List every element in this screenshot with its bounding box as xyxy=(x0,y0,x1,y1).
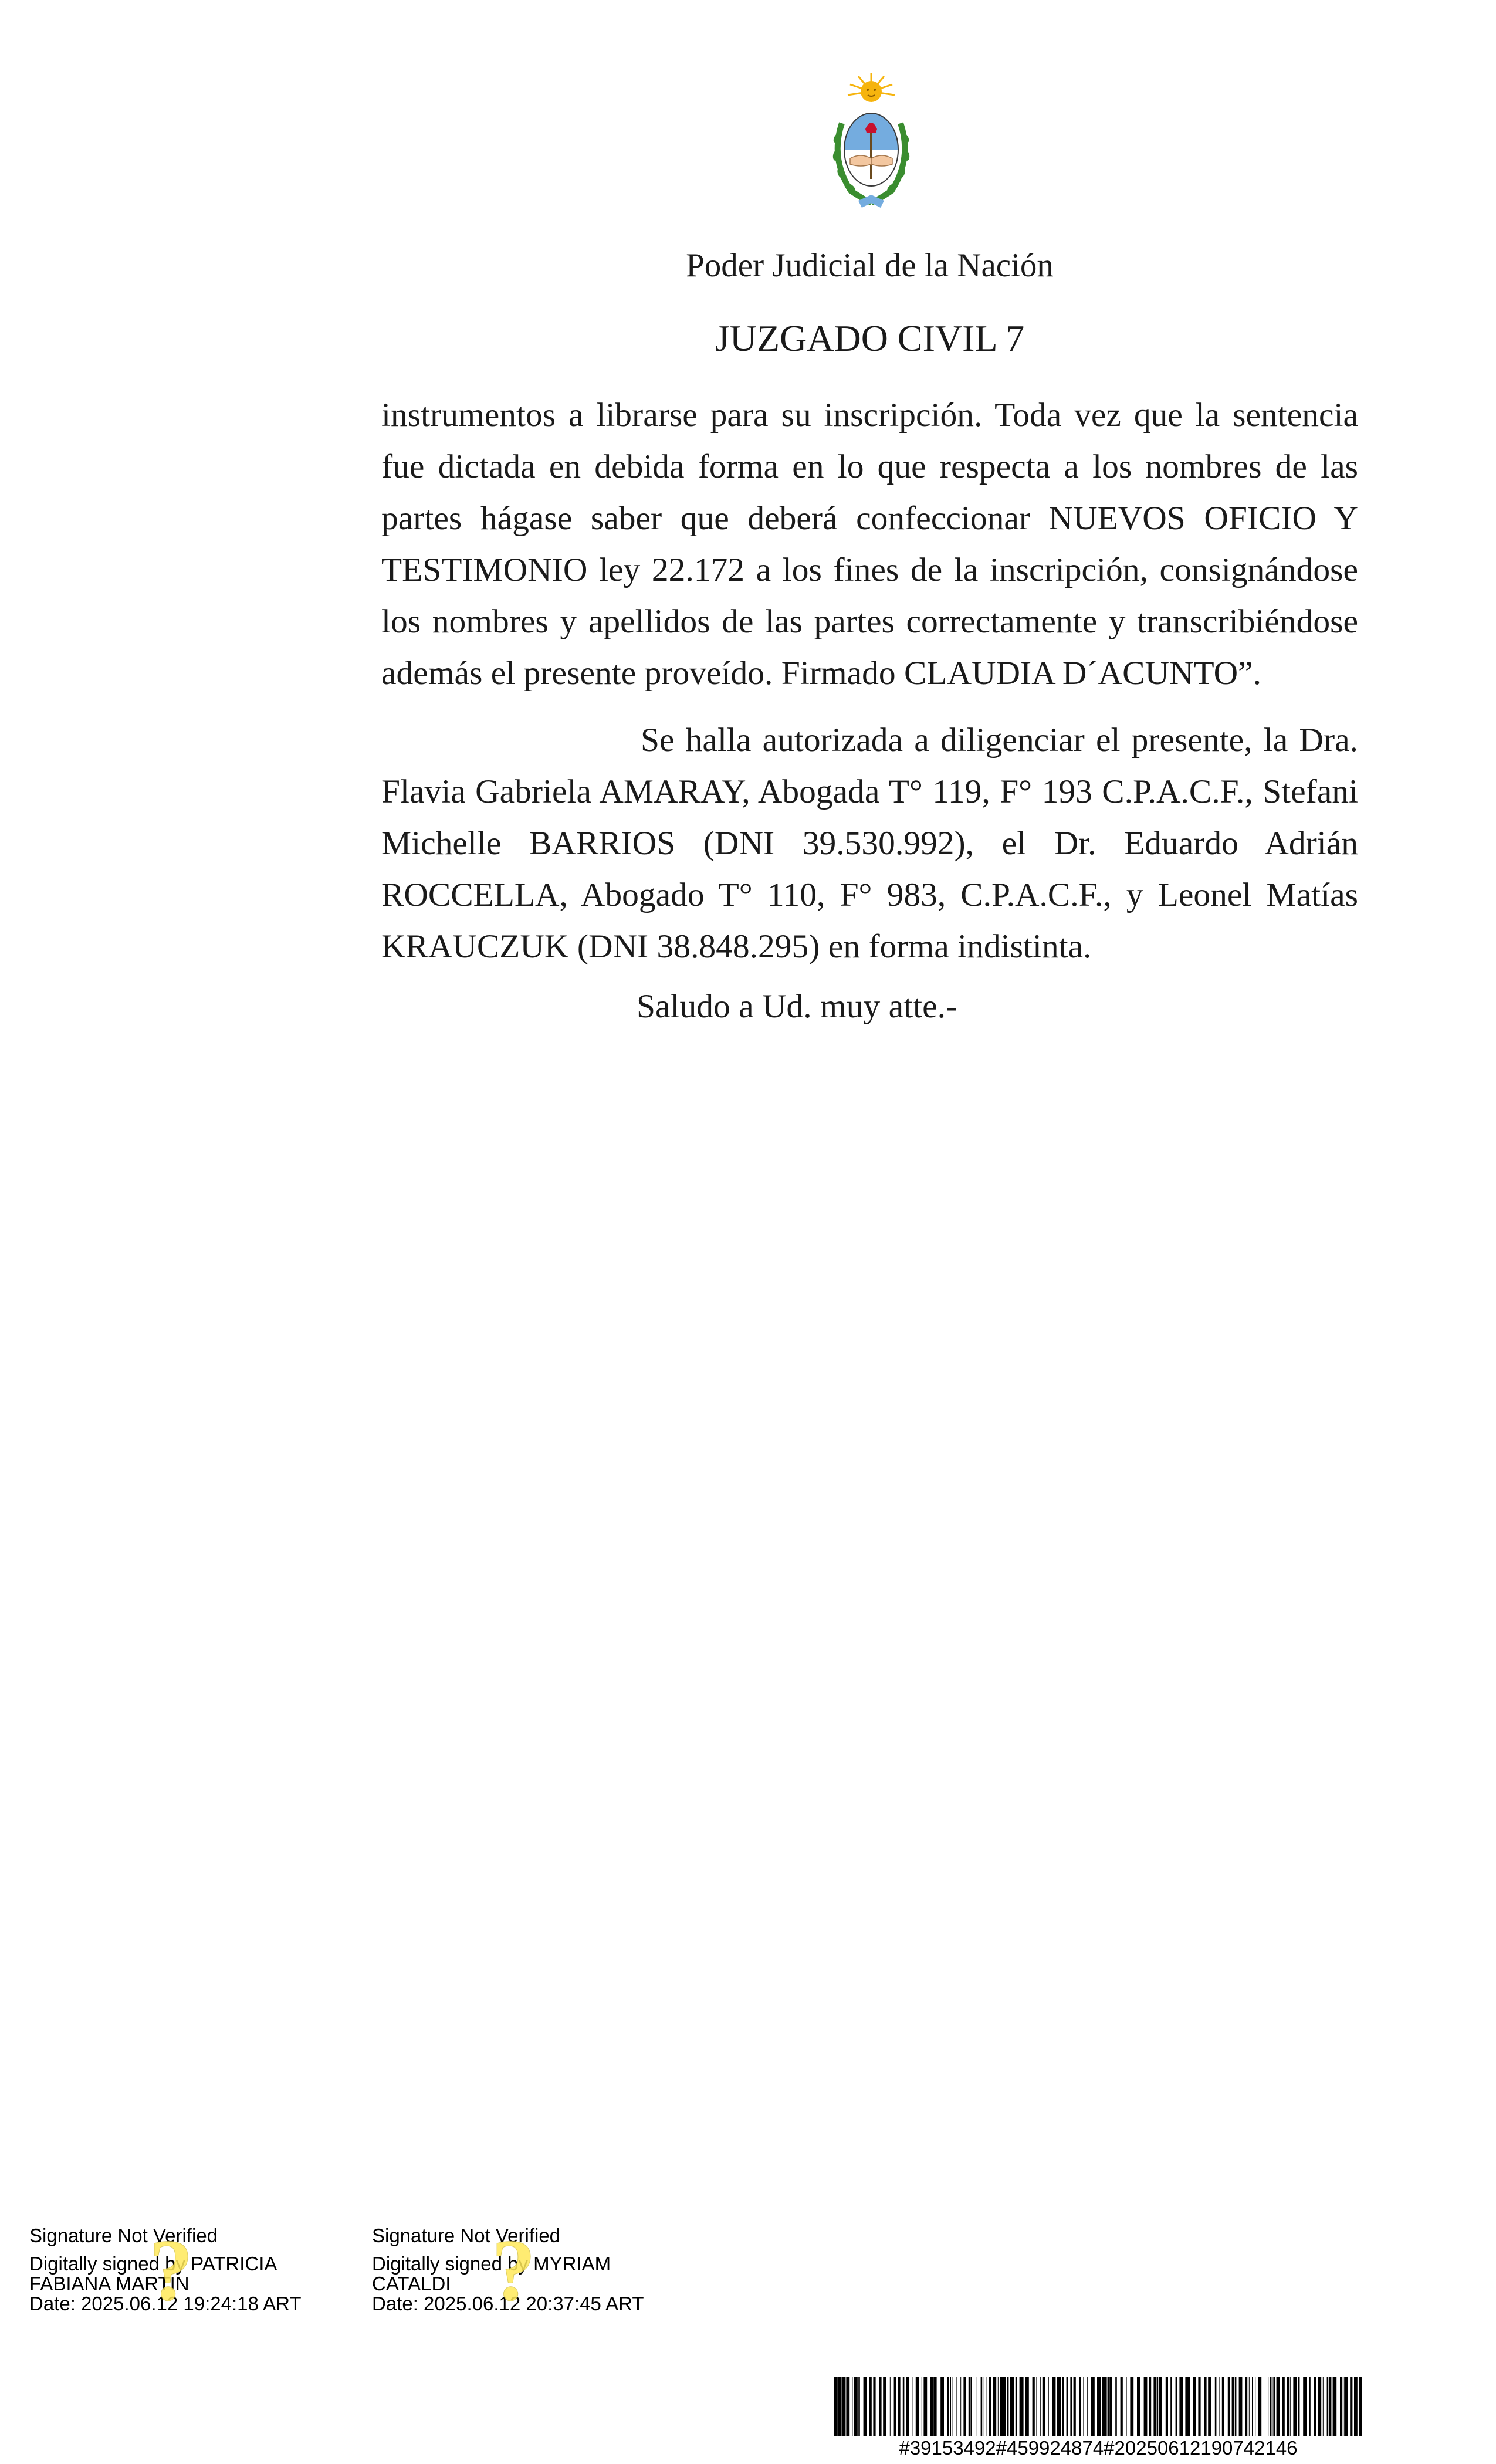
signature-signer-line-2: FABIANA MARTIN xyxy=(29,2273,189,2294)
signature-date: Date: 2025.06.12 20:37:45 ART xyxy=(372,2293,644,2314)
digital-signature-block-1[interactable] xyxy=(29,2222,358,2319)
barcode-icon xyxy=(834,2377,1362,2436)
argentina-coat-of-arms-icon xyxy=(824,70,918,211)
institution-name: Poder Judicial de la Nación xyxy=(686,247,1054,284)
question-mark-icon: ? xyxy=(149,2222,193,2319)
signature-signer-line-1: Digitally signed by MYRIAM xyxy=(372,2253,611,2275)
barcode-number: #39153492#459924874#20250612190742146 xyxy=(899,2437,1298,2459)
signature-signer-line-2: CATALDI xyxy=(372,2273,451,2294)
closing-salutation: Saludo a Ud. muy atte.- xyxy=(637,988,957,1025)
signature-date: Date: 2025.06.12 19:24:18 ART xyxy=(29,2293,302,2314)
court-office-title: JUZGADO CIVIL 7 xyxy=(715,317,1025,359)
signature-signer-line-1: Digitally signed by PATRICIA xyxy=(29,2253,277,2275)
digital-signature-block-2[interactable] xyxy=(372,2222,700,2319)
question-mark-icon: ? xyxy=(492,2222,536,2319)
signature-status: Signature Not Verified xyxy=(372,2225,561,2246)
body-paragraph-2: Se halla autorizada a diligenciar el presente, la Dra. Flavia Gabriela AMARAY, Abogada T° 119, F° 193 C.P.A.C.F., Stefani Michelle BARRIOS (DNI 39.530.992), el Dr. Eduardo Adrián ROCCELLA, Abogado T° 110, F° 983, C.P.A.C.F., y Leonel Matías KRAUCZUK (DNI 38.848.295) en forma indistinta. xyxy=(381,722,1358,965)
body-paragraph-1: instrumentos a librarse para su inscripción. Toda vez que la sentencia fue dictada en debida forma en lo que respecta a los nombres de las partes hágase saber que deberá confeccionar NUEVOS OFICIO Y TESTIMONIO ley 22.172 a los fines de la inscripción, consignándose los nombres y apellidos de las partes correctamente y transcribiéndose además el presente proveído. Firmado CLAUDIA D´ACUNTO”. xyxy=(381,397,1358,692)
signature-status: Signature Not Verified xyxy=(29,2225,218,2246)
